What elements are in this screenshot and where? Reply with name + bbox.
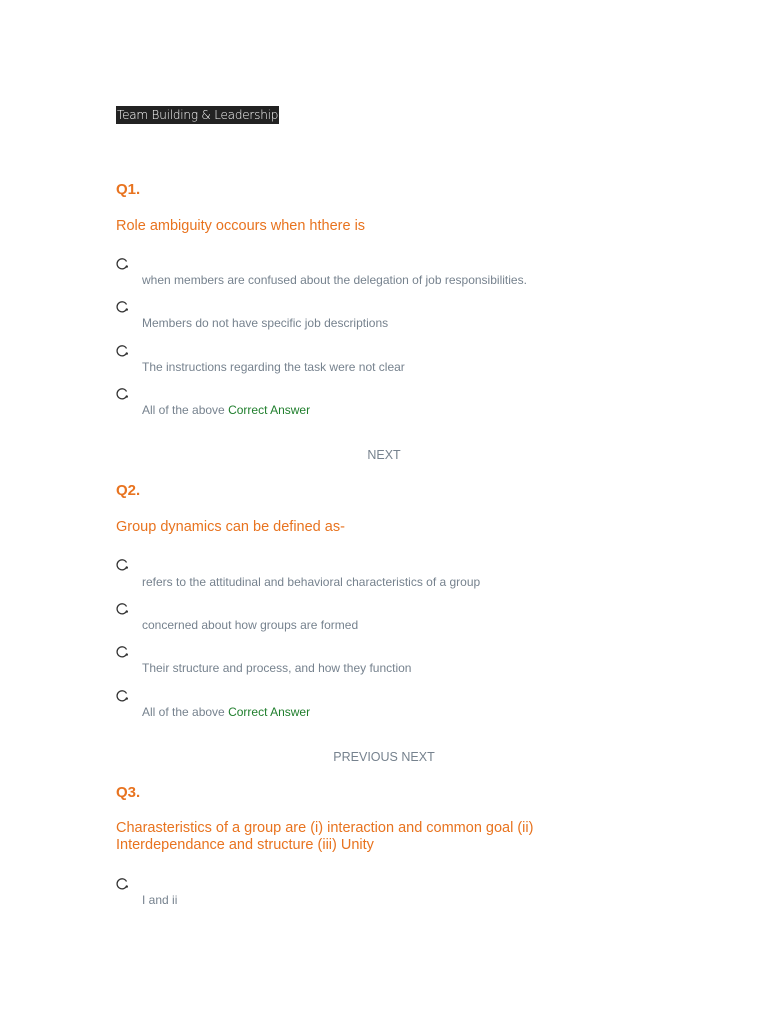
previous-link[interactable]: PREVIOUS	[333, 750, 398, 764]
question-2-text: Group dynamics can be defined as-	[116, 519, 345, 535]
radio-spinner-icon[interactable]	[116, 645, 129, 658]
correct-answer-label: Correct Answer	[228, 705, 311, 719]
radio-spinner-icon[interactable]	[116, 689, 129, 702]
question-1-option-3[interactable]: The instructions regarding the task were not clear	[142, 360, 405, 374]
radio-spinner-icon[interactable]	[116, 558, 129, 571]
page-title: Team Building & Leadership	[117, 108, 279, 122]
option-label: All of the above	[142, 705, 225, 719]
question-2-option-2[interactable]: concerned about how groups are formed	[142, 618, 359, 632]
radio-spinner-icon[interactable]	[116, 300, 129, 313]
radio-spinner-icon[interactable]	[116, 387, 129, 400]
next-link[interactable]: NEXT	[367, 448, 401, 462]
question-1-option-2[interactable]: Members do not have specific job descriptions	[142, 316, 389, 330]
radio-spinner-icon[interactable]	[116, 344, 129, 357]
next-link[interactable]: NEXT	[401, 750, 435, 764]
question-2-option-3[interactable]: Their structure and process, and how they function	[142, 661, 412, 675]
correct-answer-label: Correct Answer	[228, 403, 311, 417]
question-2-navigation	[0, 750, 768, 764]
radio-spinner-icon[interactable]	[116, 877, 129, 890]
question-2-option-4[interactable]	[142, 705, 310, 719]
question-3-text-line-2: Interdependance and structure (iii) Unity	[116, 837, 374, 853]
radio-spinner-icon[interactable]	[116, 257, 129, 270]
question-3-text	[116, 820, 636, 854]
option-label: All of the above	[142, 403, 225, 417]
radio-spinner-icon[interactable]	[116, 602, 129, 615]
question-1-navigation	[0, 448, 768, 462]
question-2-number: Q2.	[116, 482, 141, 499]
question-3-option-1[interactable]: I and ii	[142, 893, 178, 907]
question-2-option-1[interactable]: refers to the attitudinal and behavioral characteristics of a group	[142, 575, 481, 589]
question-3-text-line-1: Charasteristics of a group are (i) interaction and common goal (ii)	[116, 820, 534, 836]
question-1-text: Role ambiguity occours when hthere is	[116, 218, 366, 234]
question-1-option-4[interactable]	[142, 403, 310, 417]
question-1-number: Q1.	[116, 181, 141, 198]
question-3-number: Q3.	[116, 784, 141, 801]
question-1-option-1[interactable]: when members are confused about the delegation of job responsibilities.	[142, 273, 527, 287]
